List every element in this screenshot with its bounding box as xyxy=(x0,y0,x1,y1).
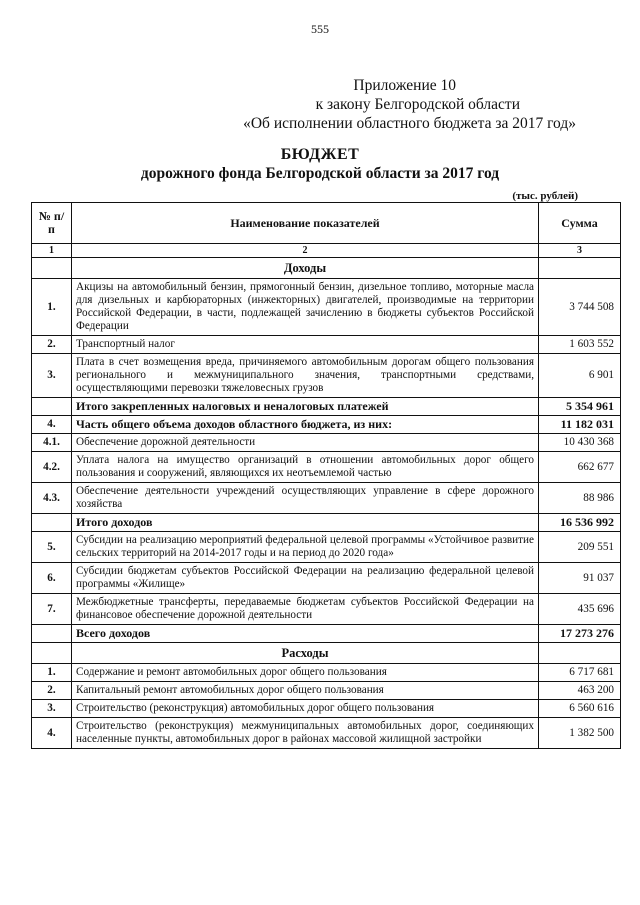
row-name: Межбюджетные трансферты, передаваемые бюджетам субъектов Российской Федерации на финансовое обеспечение дорожной деятельности xyxy=(72,594,539,625)
table-row xyxy=(32,416,621,434)
table-row xyxy=(32,664,621,682)
row-number: 3. xyxy=(32,354,72,398)
section-row-income xyxy=(32,258,621,279)
row-name: Уплата налога на имущество организаций в отношении автомобильных дорог общего пользования и сооружений, являющихся их неотъемлемой частью xyxy=(72,452,539,483)
row-amount: 10 430 368 xyxy=(539,434,621,452)
table-row xyxy=(32,625,621,643)
row-number xyxy=(32,514,72,532)
column-number: 1 xyxy=(32,244,72,258)
table-row xyxy=(32,452,621,483)
row-amount: 1 603 552 xyxy=(539,336,621,354)
row-amount: 6 901 xyxy=(539,354,621,398)
section-title-expense: Расходы xyxy=(72,643,539,664)
row-name: Субсидии бюджетам субъектов Российской Федерации на реализацию федеральной целевой программы «Жилище» xyxy=(72,563,539,594)
column-number: 3 xyxy=(539,244,621,258)
table-row xyxy=(32,514,621,532)
row-number: 4.2. xyxy=(32,452,72,483)
row-name: Акцизы на автомобильный бензин, прямогонный бензин, дизельное топливо, моторные масла для дизельных и карбюраторных (инжекторных) двигателей, производимые на территории Российской Федерации, в части, подлежащей зачислению в бюджеты субъектов Российской Федерации xyxy=(72,279,539,336)
table-row xyxy=(32,483,621,514)
row-amount: 6 717 681 xyxy=(539,664,621,682)
table-row xyxy=(32,532,621,563)
section-row-expense xyxy=(32,643,621,664)
row-name: Строительство (реконструкция) автомобильных дорог общего пользования xyxy=(72,700,539,718)
row-amount: 435 696 xyxy=(539,594,621,625)
row-number: 5. xyxy=(32,532,72,563)
row-number: 2. xyxy=(32,336,72,354)
row-name: Обеспечение дорожной деятельности xyxy=(72,434,539,452)
row-name: Строительство (реконструкция) межмуниципальных автомобильных дорог, соединяющих населенные пункты, автомобильных дорог в районах массовой жилищной застройки xyxy=(72,718,539,749)
row-name: Субсидии на реализацию мероприятий федеральной целевой программы «Устойчивое развитие сельских территорий на 2014-2017 годы и на период до 2020 года» xyxy=(72,532,539,563)
table-row xyxy=(32,700,621,718)
table-row xyxy=(32,336,621,354)
appendix-line-2: к закону Белгородской области xyxy=(315,96,520,113)
row-amount: 5 354 961 xyxy=(539,398,621,416)
units-note: (тыс. рублей) xyxy=(512,190,578,202)
document-title: БЮДЖЕТ xyxy=(280,146,360,163)
row-name: Транспортный налог xyxy=(72,336,539,354)
row-amount: 1 382 500 xyxy=(539,718,621,749)
section-title-income: Доходы xyxy=(72,258,539,279)
row-number: 4. xyxy=(32,416,72,434)
row-name: Итого закрепленных налоговых и неналоговых платежей xyxy=(72,398,539,416)
table-row xyxy=(32,594,621,625)
table-row xyxy=(32,279,621,336)
row-number: 4.1. xyxy=(32,434,72,452)
row-number: 3. xyxy=(32,700,72,718)
table-header-row xyxy=(32,203,621,244)
row-name: Содержание и ремонт автомобильных дорог общего пользования xyxy=(72,664,539,682)
appendix-line-1: Приложение 10 xyxy=(353,77,456,94)
row-amount: 463 200 xyxy=(539,682,621,700)
row-amount: 3 744 508 xyxy=(539,279,621,336)
row-number: 7. xyxy=(32,594,72,625)
row-name: Плата в счет возмещения вреда, причиняемого автомобильным дорогам общего пользования регионального и межмуниципального значения, транспортными средствами, осуществляющими перевозки тяжеловесных грузов xyxy=(72,354,539,398)
row-name: Часть общего объема доходов областного бюджета, из них: xyxy=(72,416,539,434)
table-row xyxy=(32,354,621,398)
appendix-header xyxy=(236,76,576,133)
row-number: 4. xyxy=(32,718,72,749)
row-name: Обеспечение деятельности учреждений осуществляющих управление в сфере дорожного хозяйства xyxy=(72,483,539,514)
row-number xyxy=(32,625,72,643)
table-body xyxy=(32,244,621,749)
document-subtitle: дорожного фонда Белгородской области за 2017 год xyxy=(140,165,500,182)
row-number: 6. xyxy=(32,563,72,594)
budget-table xyxy=(31,202,621,749)
table-row xyxy=(32,682,621,700)
page-number: 555 xyxy=(311,22,329,36)
table-row xyxy=(32,434,621,452)
row-name: Итого доходов xyxy=(72,514,539,532)
row-amount: 6 560 616 xyxy=(539,700,621,718)
row-amount: 11 182 031 xyxy=(539,416,621,434)
row-name: Капитальный ремонт автомобильных дорог общего пользования xyxy=(72,682,539,700)
column-number-row xyxy=(32,244,621,258)
row-number: 1. xyxy=(32,279,72,336)
row-number xyxy=(32,398,72,416)
row-number: 2. xyxy=(32,682,72,700)
header-sum: Сумма xyxy=(539,203,621,244)
row-amount: 662 677 xyxy=(539,452,621,483)
header-name: Наименование показателей xyxy=(72,203,539,244)
row-name: Всего доходов xyxy=(72,625,539,643)
row-amount: 16 536 992 xyxy=(539,514,621,532)
header-num: № п/п xyxy=(32,203,72,244)
row-amount: 209 551 xyxy=(539,532,621,563)
row-number: 4.3. xyxy=(32,483,72,514)
appendix-line-3: «Об исполнении областного бюджета за 2017 год» xyxy=(243,115,576,132)
table-row xyxy=(32,718,621,749)
row-amount: 88 986 xyxy=(539,483,621,514)
table-row xyxy=(32,398,621,416)
row-amount: 17 273 276 xyxy=(539,625,621,643)
column-number: 2 xyxy=(72,244,539,258)
table-row xyxy=(32,563,621,594)
row-amount: 91 037 xyxy=(539,563,621,594)
row-number: 1. xyxy=(32,664,72,682)
